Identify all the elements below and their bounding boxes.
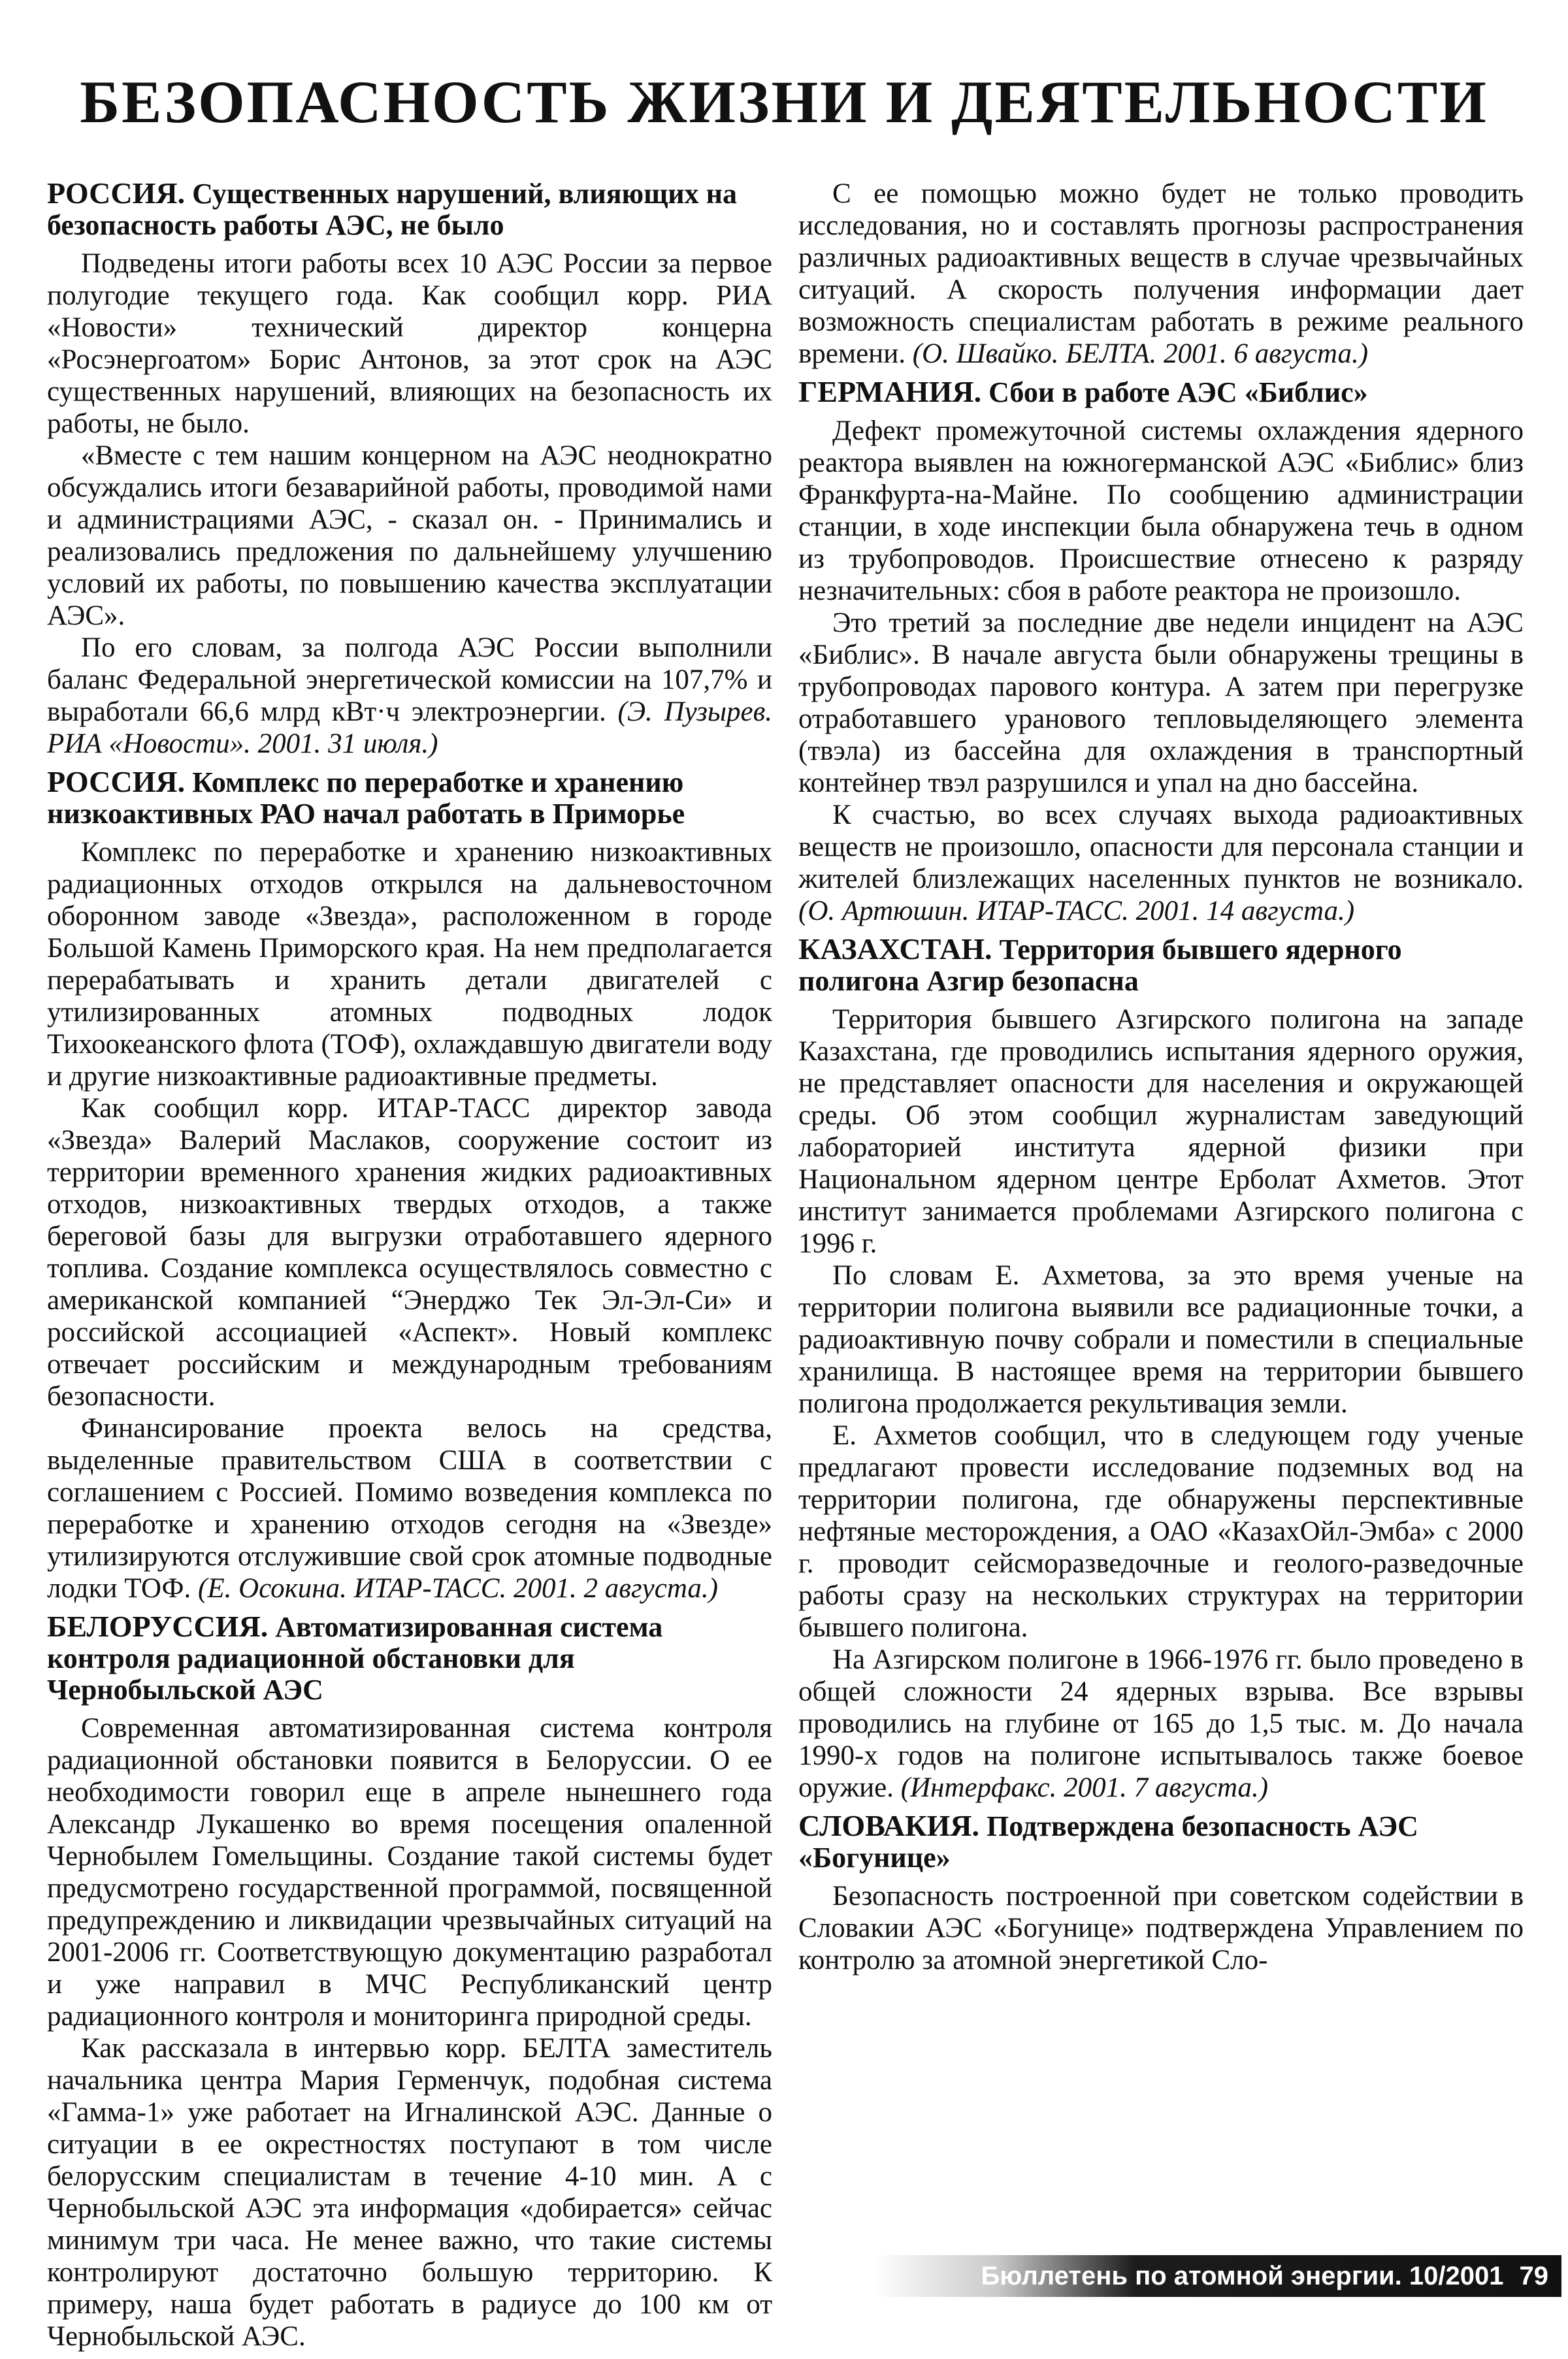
paragraph: Безопасность построенной при советском содействии в Словакии АЭС «Богунице» подтверждена Управлением по контролю за атомной энергетикой Сло- <box>798 1881 1524 1976</box>
paragraph <box>798 178 1524 370</box>
column-right <box>798 178 1524 1983</box>
paragraph: По словам Е. Ахметова, за это время ученые на территории полигона выявили все радиационные точки, а радиоактивную почву собрали и поместили в специальные хранилища. В настоящее время на территории бывшего полигона продолжается рекультивация земли. <box>798 1260 1524 1419</box>
article-belarus-continued <box>798 178 1524 370</box>
article-germany <box>798 376 1524 927</box>
headline-text: Территория бывшего ядерного полигона Азгир безопасна <box>798 934 1402 997</box>
paragraph-text: Финансирование проекта велось на средства, выделенные правительством США в соответствии с соглашением с Россией. Помимо возведения комплекса по переработке и хранению отходов сегодня на «Звезде» утилизируются отслужившие свой срок атомные подводные лодки ТОФ. <box>47 1413 772 1604</box>
headline-country: КАЗАХСТАН. <box>798 932 992 966</box>
headline-country: ГЕРМАНИЯ. <box>798 375 982 408</box>
paragraph: Комплекс по переработке и хранению низкоактивных радиационных отходов открылся на дальневосточном оборонном заводе «Звезда», расположенном в городе Большой Камень Приморского края. На нем предполагается перерабатывать и хранить детали двигателей с утилизированных атомных подводных лодок Тихоокеанского флота (ТОФ), охлаждавшую двигатели воду и другие низкоактивные радиоактивные предметы. <box>47 837 772 1092</box>
paragraph: Как сообщил корр. ИТАР-ТАСС директор завода «Звезда» Валерий Маслаков, сооружение состоит из территории временного хранения жидких радиоактивных отходов, низкоактивных твердых отходов, а также береговой базы для выгрузки отработавшего ядерного топлива. Создание комплекса осуществлялось совместно с американской компанией “Энерджо Тек Эл-Эл-Си» и российской ассоциацией «Аспект». Новый комплекс отвечает российским и международным требованиям безопасности. <box>47 1093 772 1412</box>
paragraph <box>47 632 772 760</box>
article-slovakia <box>798 1810 1524 1976</box>
page-title: БЕЗОПАСНОСТЬ ЖИЗНИ И ДЕЯТЕЛЬНОСТИ <box>80 69 1488 135</box>
article-source: (О. Артюшин. ИТАР-ТАСС. 2001. 14 августа.) <box>798 896 1355 926</box>
paragraph <box>798 799 1524 927</box>
paragraph: Территория бывшего Азгирского полигона на западе Казахстана, где проводились испытания ядерного оружия, не представляет опасности для населения и окружающей среды. Об этом сообщил журналистам заведующий лабораторией института ядерной физики при Национальном ядерном центре Ерболат Ахметов. Этот институт занимается проблемами Азгирского полигона с 1996 г. <box>798 1004 1524 1259</box>
headline-text: Подтверждена безопасность АЭС «Богунице» <box>798 1810 1418 1874</box>
page-number: 79 <box>1519 2262 1548 2290</box>
paragraph <box>47 1412 772 1604</box>
paragraph: Как рассказала в интервью корр. БЕЛТА заместитель начальника центра Мария Герменчук, подобная система «Гамма-1» уже работает на Игналинской АЭС. Данные о ситуации в ее окрестностях поступают в том числе белорусским специалистам в течение 4-10 мин. А с Чернобыльской АЭС эта информация «добирается» сейчас минимум три часа. Не менее важно, что такие системы контролируют достаточно большую территорию. К примеру, наша будет работать в радиусе до 100 км от Чернобыльской АЭС. <box>47 2033 772 2352</box>
paragraph: Современная автоматизированная система контроля радиационной обстановки появится в Белоруссии. О ее необходимости говорил еще в апреле нынешнего года Александр Лукашенко во время посещения опаленной Чернобылем Гомельщины. Создание такой системы будет предусмотрено государственной программой, посвященной предупреждению и ликвидации чрезвычайных ситуаций на 2001-2006 гг. Соответствующую документацию разработал и уже направил в МЧС Республиканский центр радиационного контроля и мониторинга природной среды. <box>47 1713 772 2032</box>
paragraph-text: К счастью, во всех случаях выхода радиоактивных веществ не произошло, опасности для персонала станции и жителей близлежащих населенных пунктов не возникало. <box>798 800 1524 894</box>
paragraph: Это третий за последние две недели инцидент на АЭС «Библис». В начале августа были обнаружены трещины в трубопроводах парового контура. А затем при перегрузке отработавшего уранового тепловыделяющего элемента (твэла) из бассейна для охлаждения в транспортный контейнер твэл разрушился и упал на дно бассейна. <box>798 608 1524 798</box>
article-kazakhstan <box>798 934 1524 1804</box>
article-russia-primorye <box>47 766 772 1604</box>
headline-country: РОССИЯ. <box>47 176 186 210</box>
footer-text <box>981 2262 1548 2290</box>
headline-country: РОССИЯ. <box>47 765 186 798</box>
headline-country: СЛОВАКИЯ. <box>798 1809 979 1842</box>
paragraph-text: На Азгирском полигоне в 1966-1976 гг. было проведено в общей сложности 24 ядерных взрыва. Все взрывы проводились на глубине от 165 до 1,5 тыс. м. До начала 1990-х годов на полигоне испытывалось также боевое оружие. <box>798 1644 1524 1803</box>
article-russia-npp <box>47 178 772 760</box>
headline-text: Комплекс по переработке и хранению низкоактивных РАО начал работать в Приморье <box>47 766 685 830</box>
footer-bar <box>874 2255 1561 2297</box>
paragraph <box>798 1644 1524 1804</box>
paragraph: Е. Ахметов сообщил, что в следующем году ученые предлагают провести исследование подземных вод на территории полигона, где обнаружены перспективные нефтяные месторождения, а ОАО «КазахОйл-Эмба» с 2000 г. проводит сейсморазведочные и геолого-разведочные работы сразу на нескольких структурах на территории бывшего полигона. <box>798 1420 1524 1643</box>
article-headline <box>47 1611 772 1706</box>
paragraph: Подведены итоги работы всех 10 АЭС России за первое полугодие текущего года. Как сообщил корр. РИА «Новости» технический директор концерна «Росэнергоатом» Борис Антонов, за этот срок на АЭС существенных нарушений, влияющих на безопасность их работы, не было. <box>47 248 772 439</box>
paragraph-text: С ее помощью можно будет не только проводить исследования, но и составлять прогнозы распространения различных радиоактивных веществ в случае чрезвычайных ситуаций. А скорость получения информации дает возможность специалистам работать в режиме реального времени. <box>798 178 1524 369</box>
paragraph: «Вместе с тем нашим концерном на АЭС неоднократно обсуждались итоги безаварийной работы, проводимой нами и администрациями АЭС, - сказал он. - Принимались и реализовались предложения по дальнейшему улучшению условий их работы, по повышению качества эксплуатации АЭС». <box>47 440 772 631</box>
article-headline <box>798 934 1524 997</box>
article-source: (О. Швайко. БЕЛТА. 2001. 6 августа.) <box>912 338 1369 369</box>
article-belarus <box>47 1611 772 2352</box>
article-headline <box>47 766 772 830</box>
headline-text: Автоматизированная система контроля радиационной обстановки для Чернобыльской АЭС <box>47 1611 663 1706</box>
column-left <box>47 178 772 2359</box>
article-headline <box>798 376 1524 408</box>
headline-country: БЕЛОРУССИЯ. <box>47 1610 269 1643</box>
journal-name: Бюллетень по атомной энергии. 10/2001 <box>981 2262 1504 2290</box>
article-headline <box>47 178 772 241</box>
paragraph-text: По его словам, за полгода АЭС России выполнили баланс Федеральной энергетической комиссии на 107,7% и выработали 66,6 млрд кВт·ч электроэнергии. <box>47 632 772 727</box>
article-source: (Интерфакс. 2001. 7 августа.) <box>900 1772 1269 1803</box>
article-headline <box>798 1810 1524 1874</box>
article-source: (Е. Осокина. ИТАР-ТАСС. 2001. 2 августа.) <box>198 1573 718 1604</box>
article-source: (Э. Пузырев. РИА «Новости». 2001. 31 июля.) <box>47 696 773 759</box>
headline-text: Существенных нарушений, влияющих на безопасность работы АЭС, не было <box>47 178 737 241</box>
paragraph: Дефект промежуточной системы охлаждения ядерного реактора выявлен на южногерманской АЭС «Библис» близ Франкфурта-на-Майне. По сообщению администрации станции, в ходе инспекции была обнаружена течь в одном из трубопроводов. Происшествие отнесено к разряду незначительных: сбоя в работе реактора не произошло. <box>798 415 1524 606</box>
headline-text: Сбои в работе АЭС «Библис» <box>988 376 1368 408</box>
